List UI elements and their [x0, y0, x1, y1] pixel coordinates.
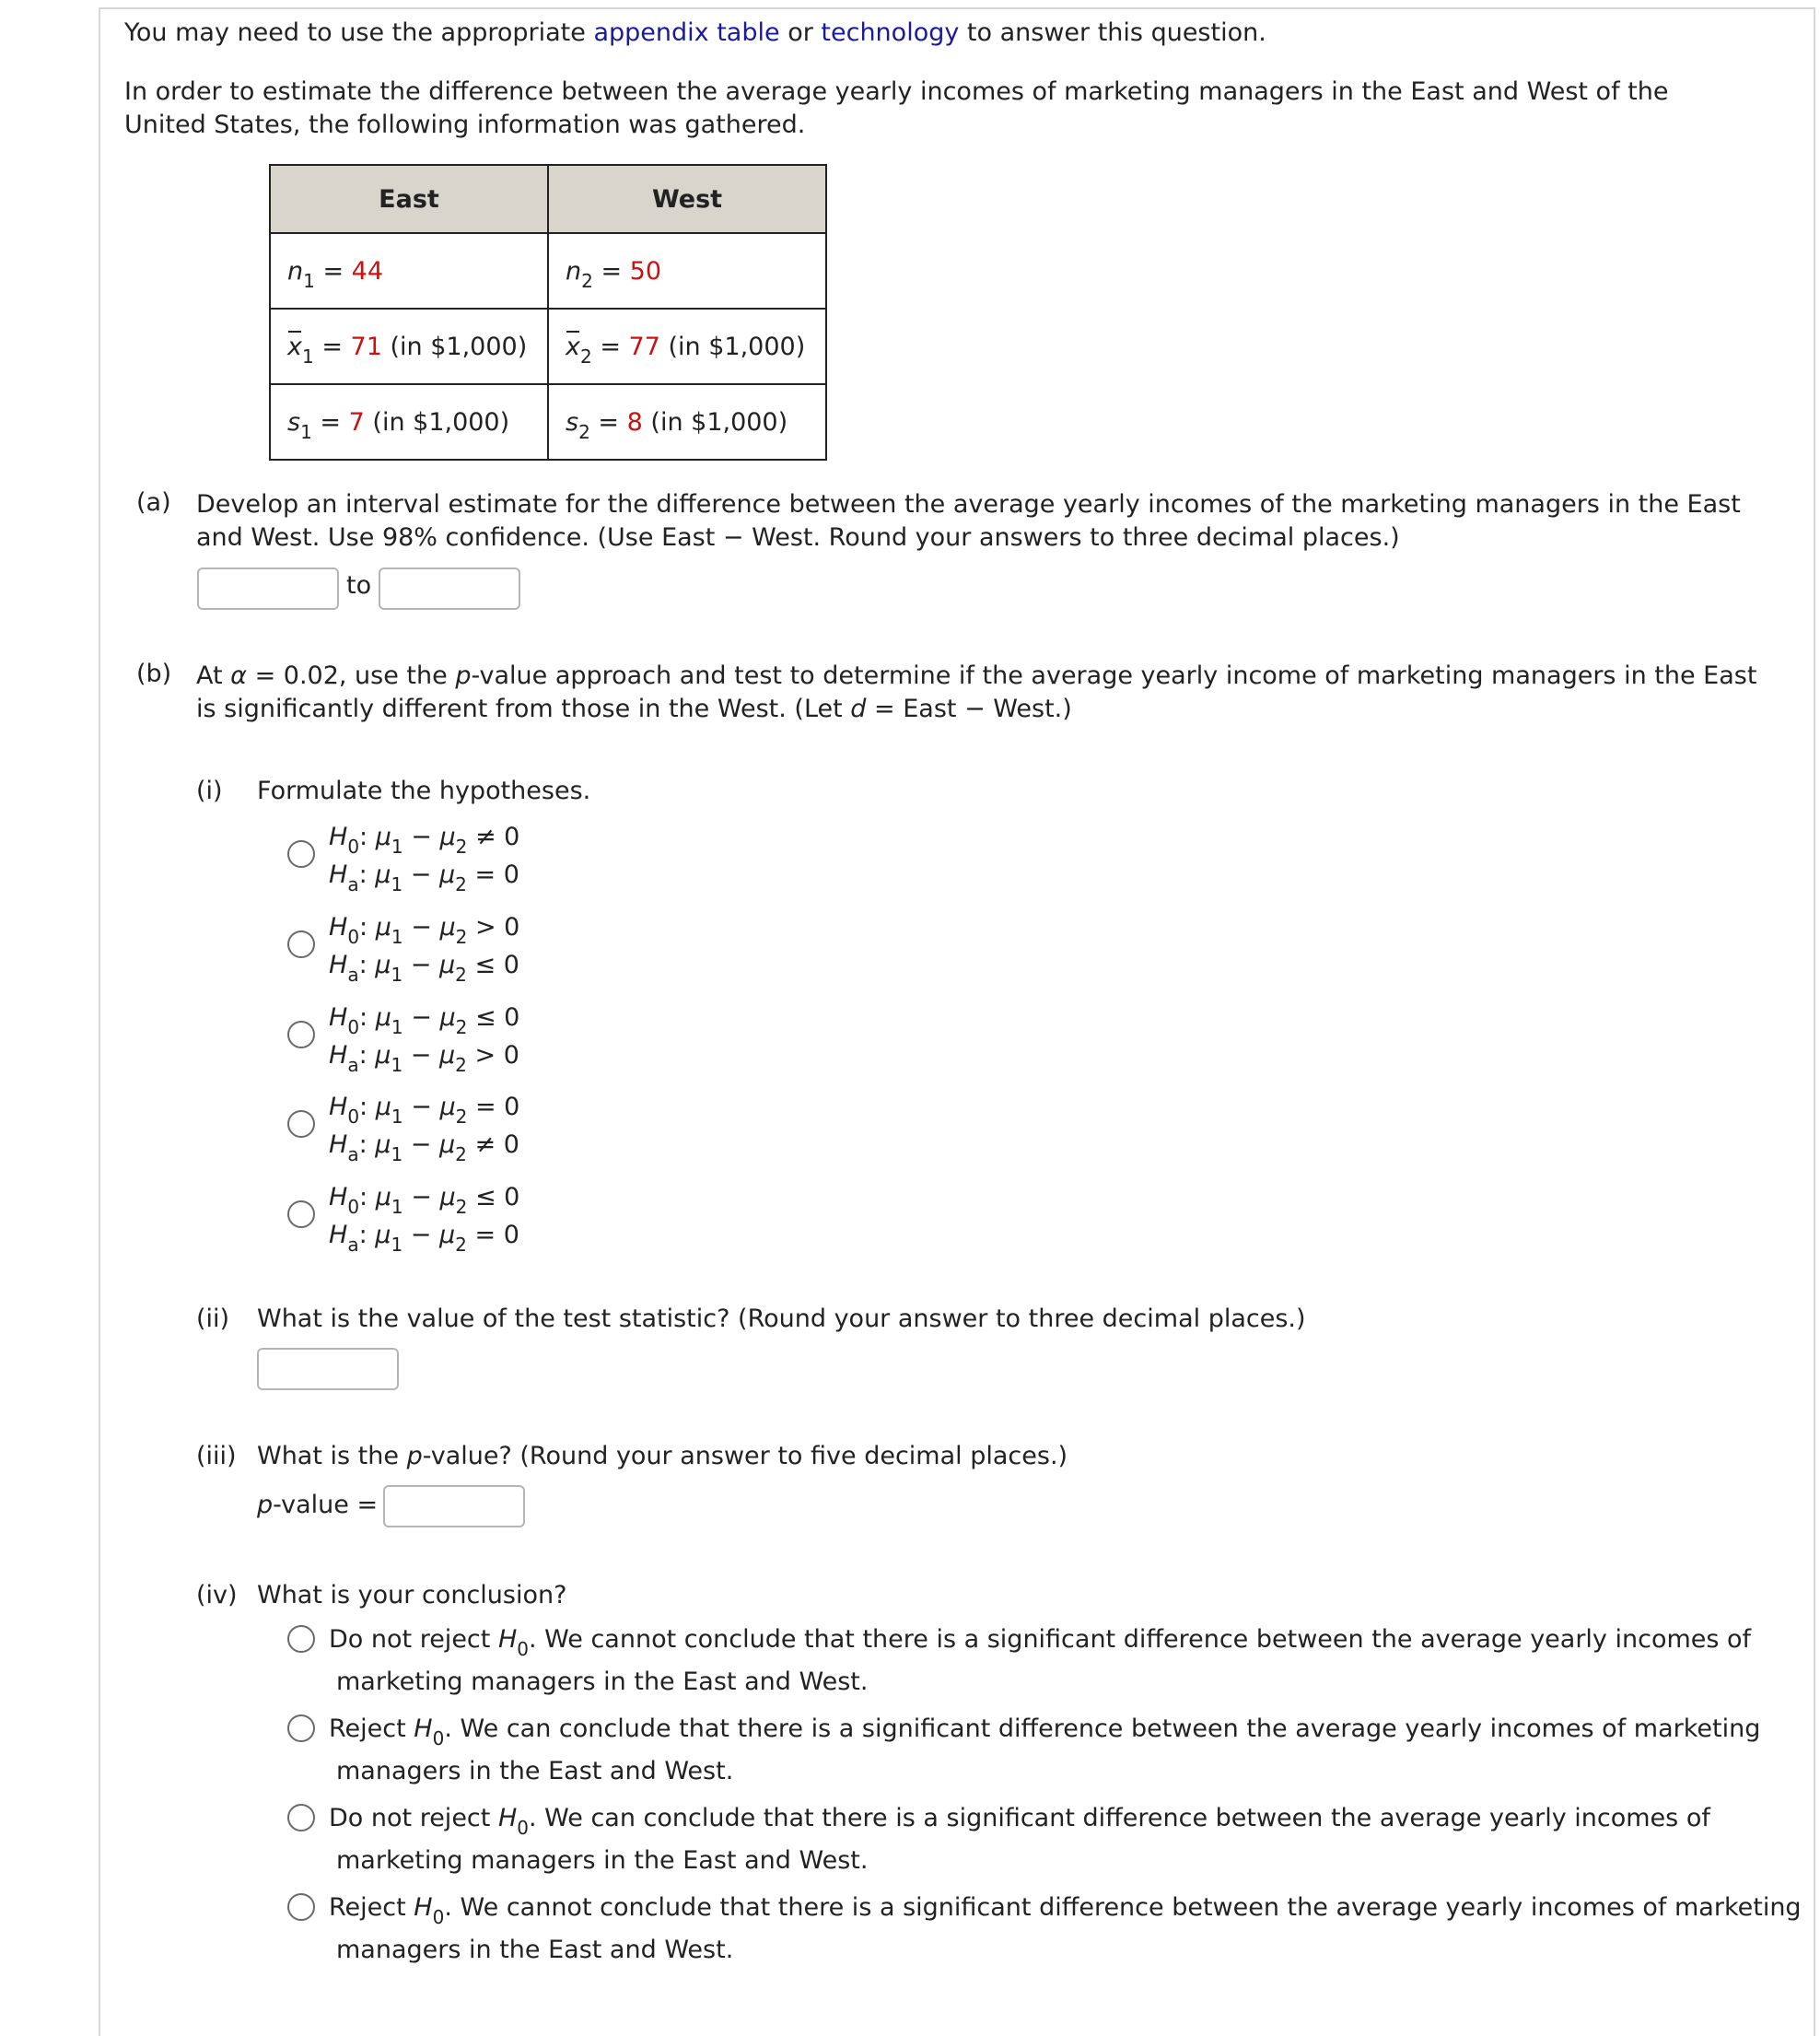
hypothesis-option-5: $H_0$: $\mu_1 - \mu_2 \le 0$ $H_a$: $\mu_1 - \mu_2 = 0$ — [329, 1183, 520, 1256]
interval-upper-input[interactable] — [379, 568, 520, 610]
part-a-text: Develop an interval estimate for the difference between the average yearly incomes of the marketing managers in the East and West. Use 98% confidence. (Use East − West. Round your answers to three decimal places.) — [196, 490, 1741, 552]
p-value-label: p-value = — [257, 1491, 379, 1519]
conclusion-option-3-line1: Do not reject $H_0$. We can conclude that there is a significant difference between the average yearly incomes of — [329, 1804, 1710, 1839]
intro-text-or: or — [779, 18, 822, 47]
intro-paragraph: In order to estimate the difference between the average yearly incomes of marketing managers in the East and West of the United States, the following information was gathered. — [124, 77, 1669, 139]
hypothesis-option-3: $H_0$: $\mu_1 - \mu_2 \le 0$ $H_a$: $\mu_1 - \mu_2 > 0$ — [329, 1003, 520, 1076]
hypothesis-radio-1[interactable] — [287, 840, 315, 868]
conclusion-option-4-line1: Reject $H_0$. We cannot conclude that there is a significant difference between the average yearly incomes of marketing — [329, 1893, 1802, 1928]
conclusion-radio-3[interactable] — [287, 1804, 315, 1831]
hypothesis-radio-4[interactable] — [287, 1110, 315, 1138]
technology-link[interactable]: technology — [821, 18, 960, 47]
to-label: to — [346, 571, 372, 600]
hypothesis-radio-2[interactable] — [287, 930, 315, 958]
part-iii-label: (iii) — [196, 1442, 237, 1470]
x2-value: 77 — [628, 332, 660, 361]
hypothesis-option-2: $H_0$: $\mu_1 - \mu_2 > 0$ $H_a$: $\mu_1 - \mu_2 \le 0$ — [329, 913, 520, 986]
hypothesis-radio-3[interactable] — [287, 1021, 315, 1048]
cell-n2: $n_2 = 50$ — [548, 233, 826, 309]
hypothesis-option-4: $H_0$: $\mu_1 - \mu_2 = 0$ $H_a$: $\mu_1 - \mu_2 \ne 0$ — [329, 1093, 520, 1165]
conclusion-radio-1[interactable] — [287, 1625, 315, 1653]
income-table — [269, 164, 827, 461]
hypothesis-radio-5[interactable] — [287, 1200, 315, 1228]
part-ii-label: (ii) — [196, 1305, 230, 1333]
n2-value: 50 — [629, 256, 662, 286]
appendix-table-link[interactable]: appendix table — [593, 18, 780, 47]
part-a-label: (a) — [136, 488, 171, 517]
cell-x2: $x_2 = 77$ (in $1,000) — [548, 309, 826, 384]
s1-value: 7 — [348, 407, 365, 437]
conclusion-option-2-line1: Reject $H_0$. We can conclude that there is a significant difference between the average yearly incomes of marketing — [329, 1714, 1761, 1749]
n1-value: 44 — [351, 256, 384, 286]
part-i-text: Formulate the hypotheses. — [257, 777, 591, 805]
conclusion-radio-4[interactable] — [287, 1893, 315, 1921]
cell-x1: $x_1 = 71$ (in $1,000) — [270, 309, 548, 384]
part-ii-text: What is the value of the test statistic? (Round your answer to three decimal places.) — [257, 1305, 1306, 1333]
conclusion-option-1-line2: marketing managers in the East and West. — [336, 1667, 869, 1696]
part-i-label: (i) — [196, 777, 223, 805]
test-statistic-input[interactable] — [257, 1348, 399, 1390]
part-iv-text: What is your conclusion? — [257, 1581, 567, 1609]
part-iii-text: What is the p-value? (Round your answer to five decimal places.) — [257, 1442, 1068, 1470]
intro-text: You may need to use the appropriate — [124, 18, 594, 47]
cell-n1: $n_1 = 44$ — [270, 233, 548, 309]
header-east: East — [270, 165, 548, 233]
s2-value: 8 — [626, 407, 643, 437]
conclusion-option-1-line1: Do not reject $H_0$. We cannot conclude that there is a significant difference between the average yearly incomes of — [329, 1625, 1752, 1660]
conclusion-option-2-line2: managers in the East and West. — [336, 1757, 734, 1785]
part-iv-label: (iv) — [196, 1581, 238, 1609]
interval-lower-input[interactable] — [197, 568, 339, 610]
part-b-text: At α = 0.02, use the p-value approach and test to determine if the average yearly income of marketing managers in the East is significantly different from those in the West. (Let d = East − West.) — [196, 661, 1757, 723]
x1-value: 71 — [350, 332, 382, 361]
cell-s2: $s_2 = 8$ (in $1,000) — [548, 384, 826, 460]
header-west: West — [548, 165, 826, 233]
conclusion-option-3-line2: marketing managers in the East and West. — [336, 1846, 869, 1875]
conclusion-radio-2[interactable] — [287, 1714, 315, 1742]
p-value-input[interactable] — [383, 1485, 525, 1527]
intro-text-end: to answer this question. — [959, 18, 1266, 47]
conclusion-option-4-line2: managers in the East and West. — [336, 1936, 734, 1964]
hypothesis-option-1: $H_0$: $\mu_1 - \mu_2 \ne 0$ $H_a$: $\mu_1 - \mu_2 = 0$ — [329, 823, 520, 895]
cell-s1: $s_1 = 7$ (in $1,000) — [270, 384, 548, 460]
part-b-label: (b) — [136, 660, 172, 688]
intro-line — [124, 18, 1266, 47]
